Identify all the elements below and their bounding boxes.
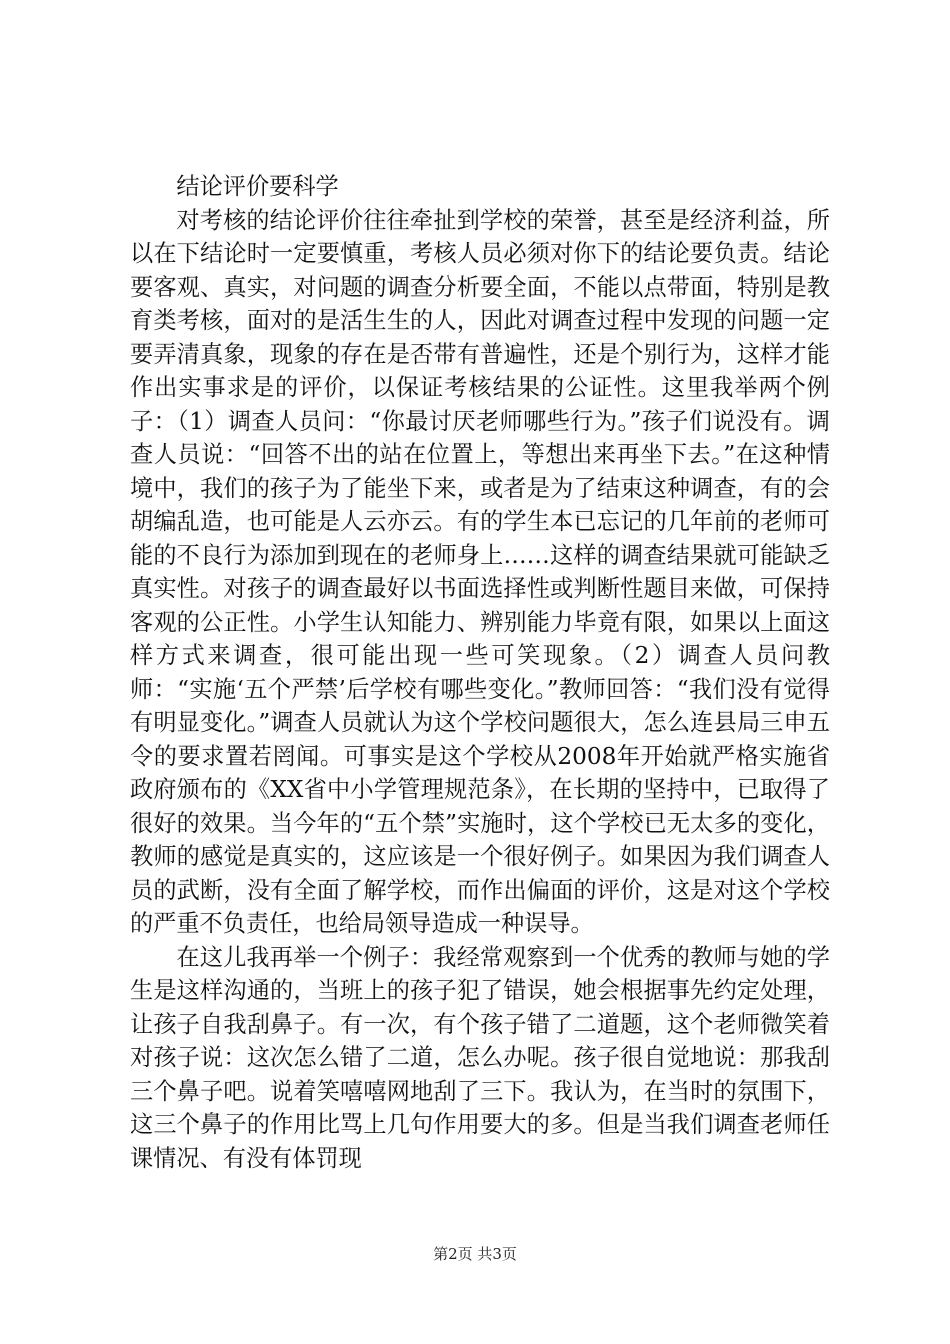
paragraph-1: 对考核的结论评价往往牵扯到学校的荣誉，甚至是经济利益，所以在下结论时一定要慎重，考核人员必须对你下的结论要负责。结论要客观、真实，对问题的调查分析要全面，不能以点带面，特别是教育类考核，面对的是活生生的人，因此对调查过程中发现的问题一定要弄清真象，现象的存在是否带有普遍性，还是个别行为，这样才能作出实事求是的评价，以保证考核结果的公证性。这里我举两个例子：（1）调查人员问：“你最讨厌老师哪些行为。”孩子们说没有。调查人员说：“回答不出的站在位置上，等想出来再坐下去。”在这种情境中，我们的孩子为了能坐下来，或者是为了结束这种调查，有的会胡编乱造，也可能是人云亦云。有的学生本已忘记的几年前的老师可能的不良行为添加到现在的老师身上……这样的调查结果就可能缺乏真实性。对孩子的调查最好以书面选择性或判断性题目来做，可保持客观的公正性。小学生认知能力、辨别能力毕竟有限，如果以上面这样方式来调查，很可能出现一些可笑现象。（2）调查人员问教师：“实施‘五个严禁’后学校有哪些变化。”教师回答：“我们没有觉得有明显变化。”调查人员就认为这个学校问题很大，怎么连县局三申五令的要求置若罔闻。可事实是这个学校从2008年开始就严格实施省政府颁布的《XX省中小学管理规范条》，在长期的坚持中，已取得了很好的效果。当今年的“五个禁”实施时，这个学校已无太多的变化，教师的感觉是真实的，这应该是一个很好例子。如果因为我们调查人员的武断，没有全面了解学校，而作出偏面的评价，这是对这个学校的严重不负责任，也给局领导造成一种误导。 — [130, 206, 830, 937]
section-heading: 结论评价要科学 — [176, 173, 339, 200]
paragraph-2: 在这儿我再举一个例子：我经常观察到一个优秀的教师与她的学生是这样沟通的，当班上的孩子犯了错误，她会根据事先约定处理，让孩子自我刮鼻子。有一次，有个孩子错了二道题，这个老师微笑着对孩子说：这次怎么错了二道，怎么办呢。孩子很自觉地说：那我刮三个鼻子吧。说着笑嘻嘻网地刮了三下。我认为，在当时的氛围下，这三个鼻子的作用比骂上几句作用要大的多。但是当我们调查老师任课情况、有没有体罚现 — [130, 943, 830, 1172]
page-footer: 第2页 共3页 — [433, 1245, 517, 1263]
document-body — [130, 170, 830, 1175]
